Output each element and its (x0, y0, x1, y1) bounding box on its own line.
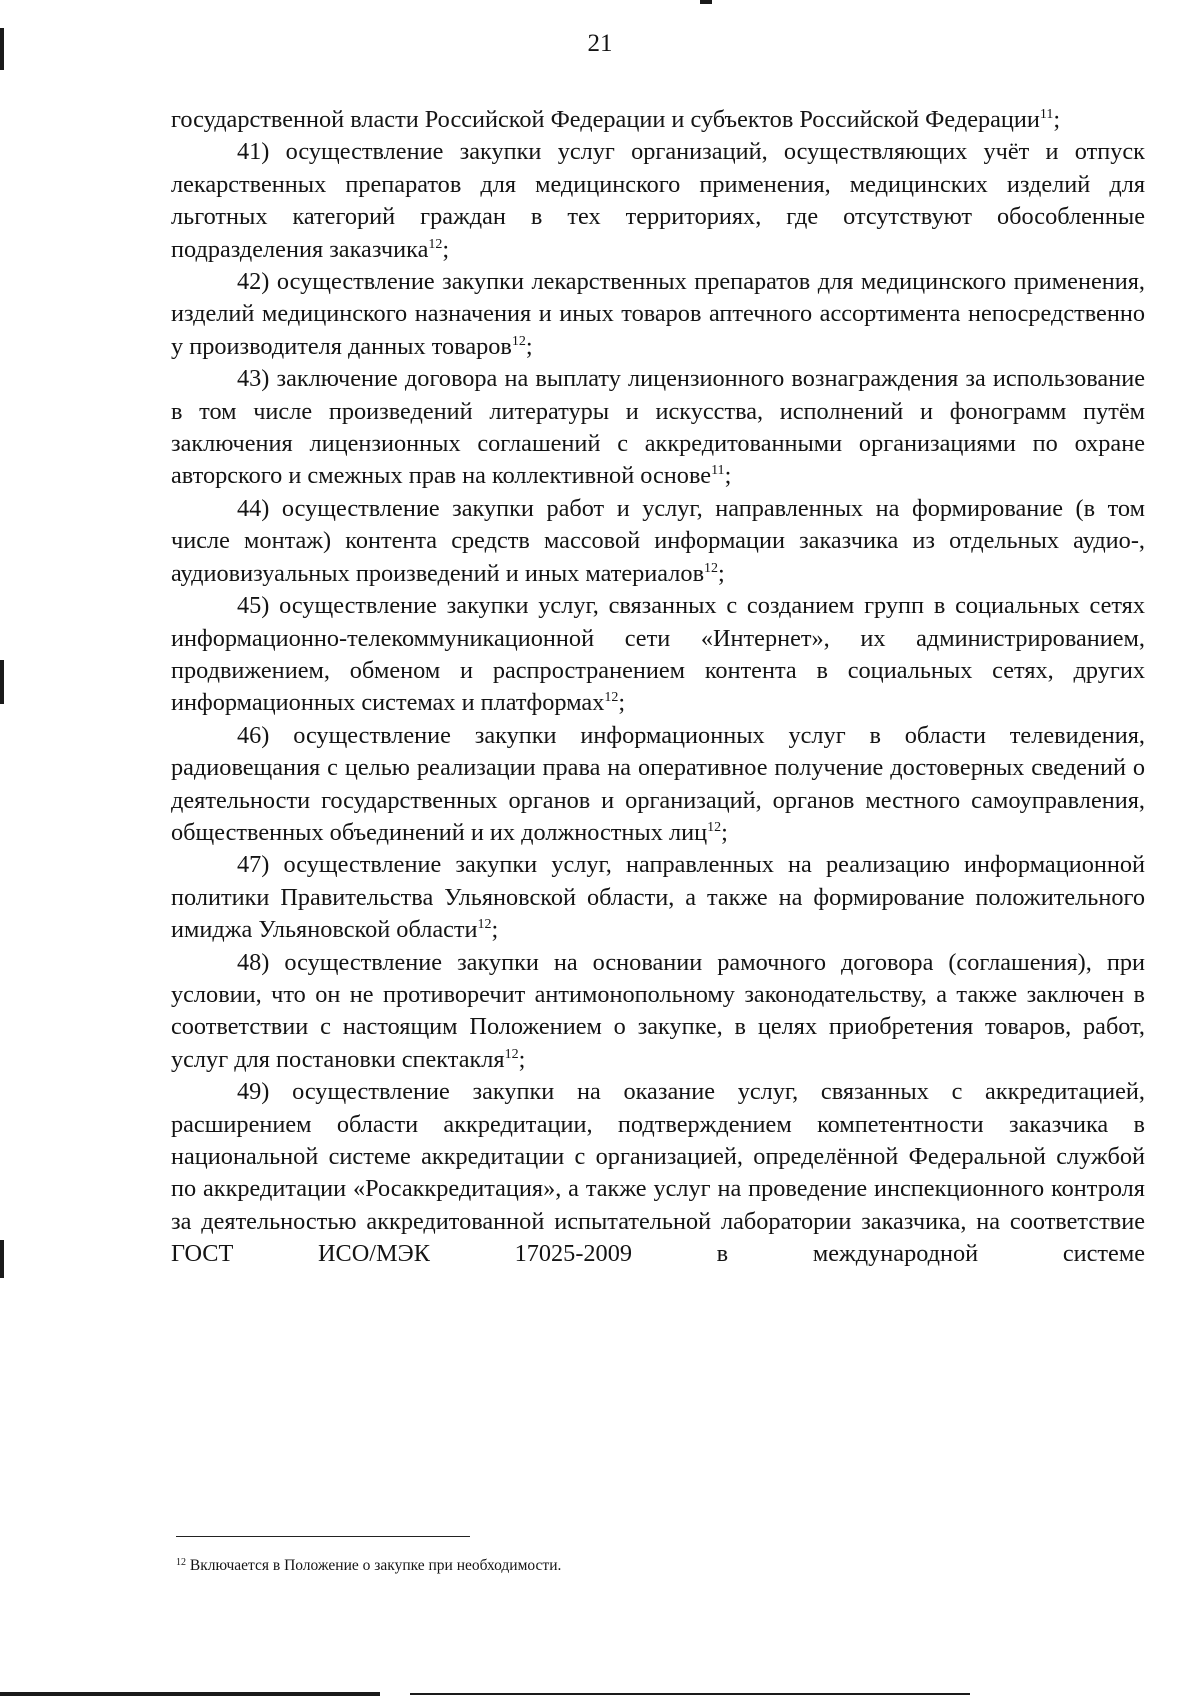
page-number: 21 (587, 30, 613, 57)
document-body (171, 104, 1145, 1271)
list-item-49: 49) осуществление закупки на оказание услуг, связанных с аккредитацией, расширением области аккредитации, подтверждением компетентности заказчика в национальной системе аккредитации с организацией, определённой Федеральной службой по аккредитации «Росаккредитация», а также услуг на проведение инспекционного контроля за деятельностью аккредитованной испытательной лаборатории заказчика, на соответствие ГОСТ ИСО/МЭК 17025-2009 в международной системе (171, 1078, 1145, 1268)
scan-artifact-mark (700, 0, 712, 4)
list-item-44: 44) осуществление закупки работ и услуг, направленных на формирование (в том числе монтаж) контента средств массовой информации заказчика из отдельных аудио-, аудиовизуальных произведений и иных материалов$^{12}$; (171, 494, 1145, 587)
list-item-45: 45) осуществление закупки услуг, связанных с созданием групп в социальных сетях информационно-телекоммуникационной сети «Интернет», их администрированием, продвижением, обменом и распространением контента в социальных сетях, других информационных системах и платформах$^{12}$; (171, 592, 1145, 717)
footnote-ref: 12 (707, 819, 722, 835)
list-item-46: 46) осуществление закупки информационных услуг в области телевидения, радиовещания с целью реализации права на оперативное получение достоверных сведений о деятельности государственных органов и организаций, органов местного самоуправления, общественных объединений и их должностных лиц$^{12}$; (171, 721, 1145, 846)
footnote-marker: 12 (176, 1557, 186, 1568)
footnote-ref: 11 (711, 463, 725, 479)
paragraph-continuation: государственной власти Российской Федерации и субъектов Российской Федерации$^{11}$; (171, 106, 1061, 133)
footnote-ref: 11 (1039, 107, 1054, 122)
footnote-ref: 12 (477, 917, 492, 933)
footnote-ref: 12 (604, 690, 619, 706)
list-item-43: 43) заключение договора на выплату лицензионного вознаграждения за использование в том числе произведений литературы и искусства, исполнений и фонограмм путём заключения лицензионных соглашений с аккредитованными организациями по охране авторского и смежных прав на коллективной основе$^{11}$; (171, 365, 1145, 490)
footnote-ref: 12 (504, 1046, 519, 1062)
footnote-ref: 12 (511, 333, 526, 349)
list-item-41: 41) осуществление закупки услуг организаций, осуществляющих учёт и отпуск лекарственных препаратов для медицинского применения, медицинских изделий для льготных категорий граждан в тех территориях, где отсутствуют обособленные подразделения заказчика$^{12}$; (171, 138, 1145, 263)
scan-bottom-edge (0, 1692, 380, 1696)
scan-bottom-edge (410, 1693, 970, 1695)
footnote-divider (176, 1536, 470, 1537)
list-item-42: 42) осуществление закупки лекарственных препаратов для медицинского применения, изделий медицинского назначения и иных товаров аптечного ассортимента непосредственно у производителя данных товаров$^{12}$; (171, 268, 1145, 360)
footnote-ref: 12 (704, 560, 719, 576)
list-item-47: 47) осуществление закупки услуг, направленных на реализацию информационной политики Правительства Ульяновской области, а также на формирование положительного имиджа Ульяновской области$^{12}$; (171, 851, 1145, 944)
list-item-48: 48) осуществление закупки на основании рамочного договора (соглашения), при условии, что он не противоречит антимонопольному законодательству, а также заключен в соответствии с настоящим Положением о закупке, в целях приобретения товаров, работ, услуг для постановки спектакля$^{12}$; (171, 948, 1145, 1073)
footnote (176, 1556, 561, 1576)
footnote-text: Включается в Положение о закупке при необходимости. (189, 1557, 562, 1574)
scan-left-edge (0, 0, 6, 1696)
footnote-ref: 12 (428, 236, 443, 252)
